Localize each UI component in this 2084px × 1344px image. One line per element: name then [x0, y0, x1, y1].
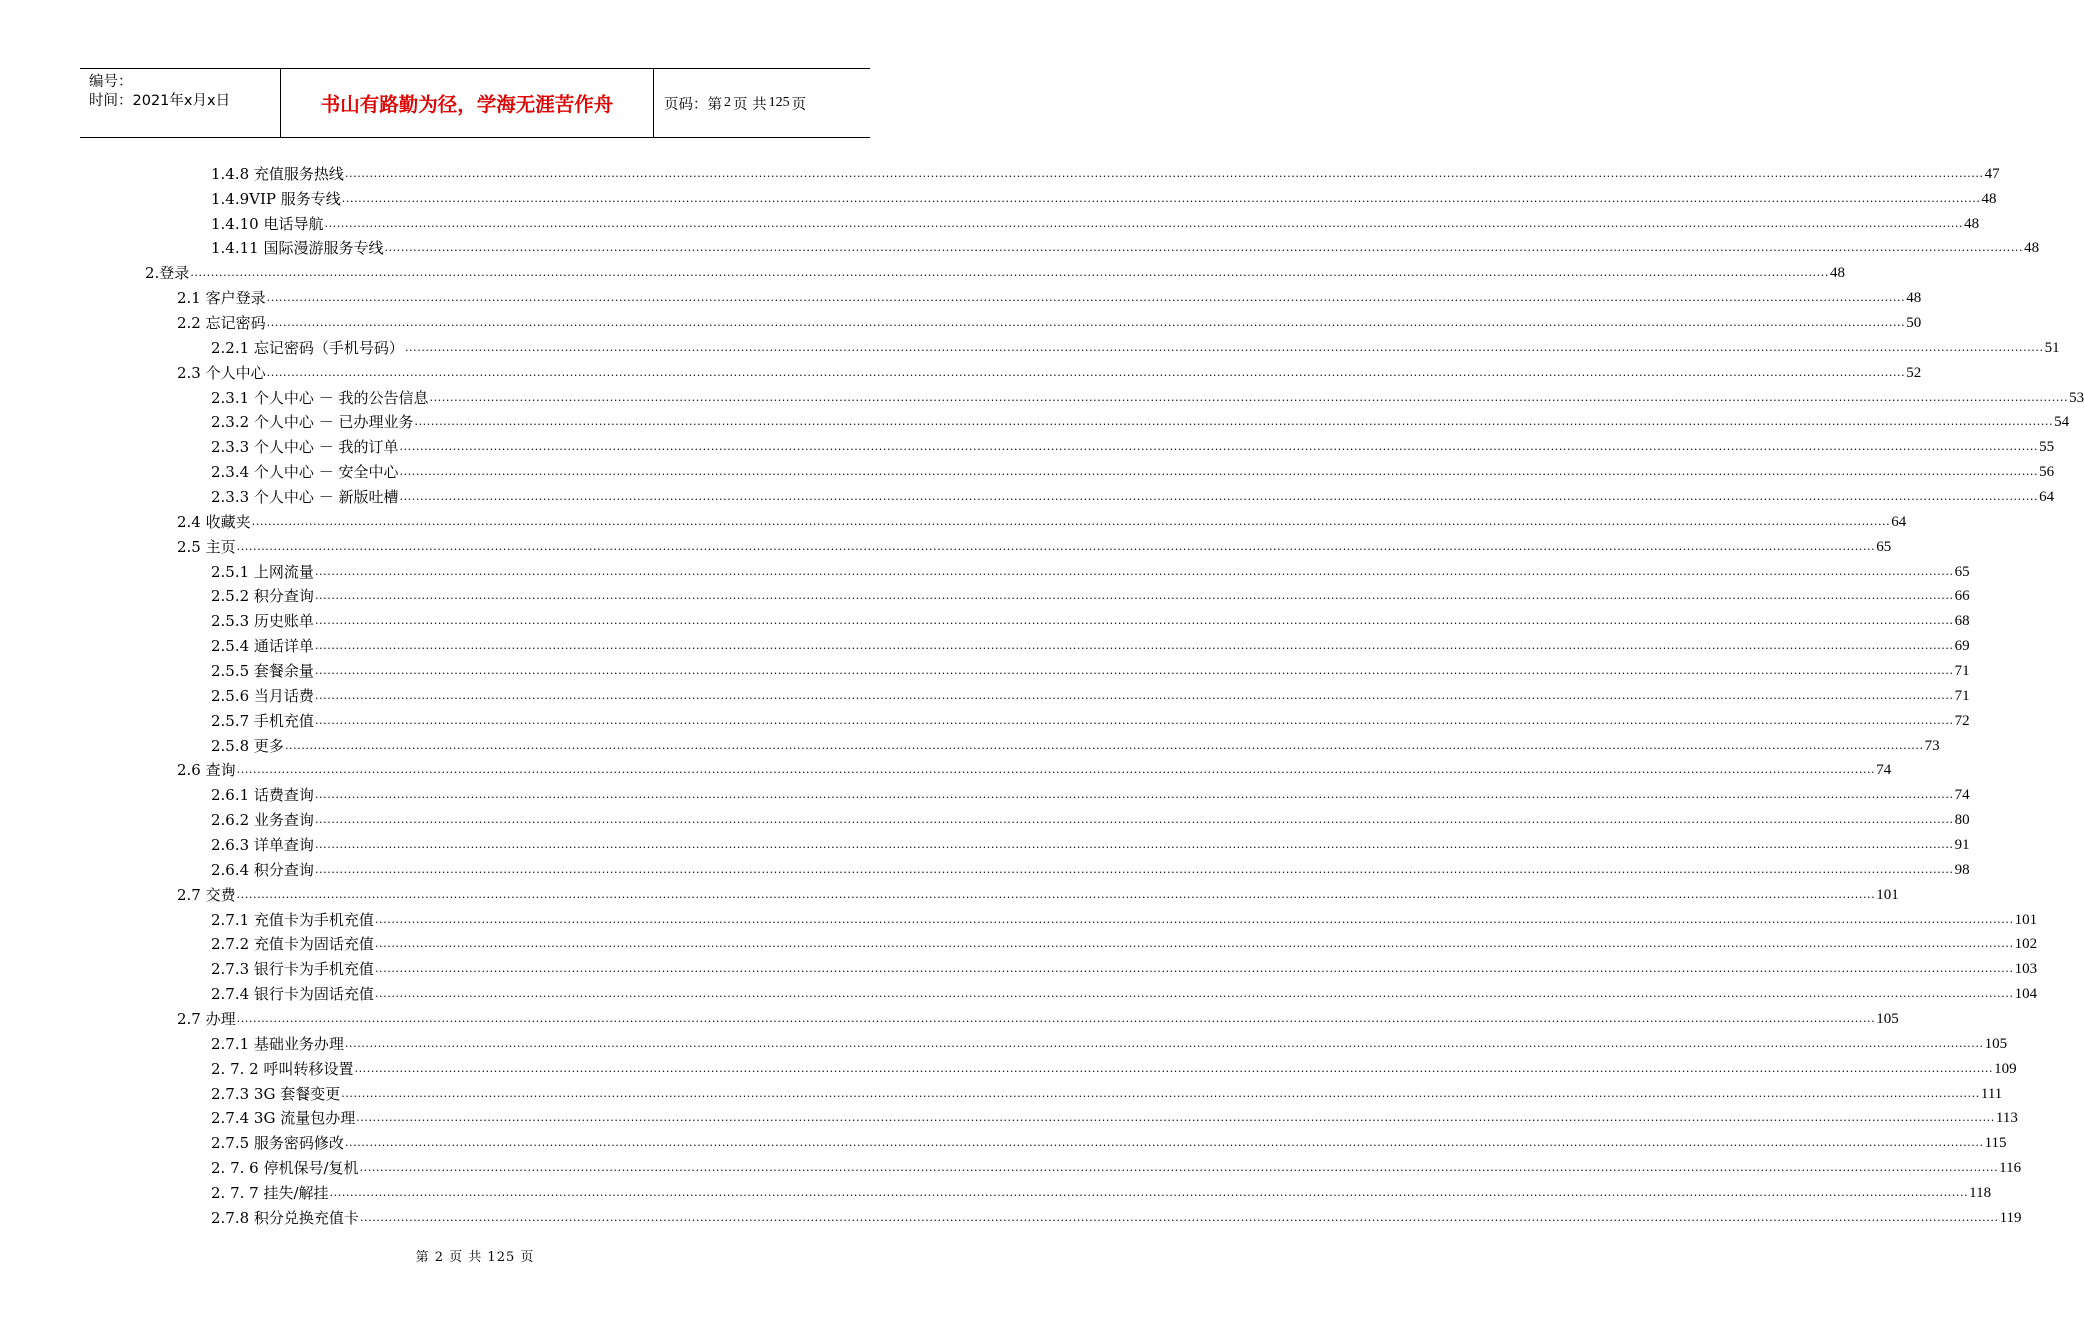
toc-entry-title: 2.7.5 服务密码修改 — [211, 1134, 344, 1153]
toc-entry-title: 2.6.3 详单查询 — [211, 836, 314, 855]
page-label-mid: 页 共 — [733, 96, 767, 113]
toc-entry-page: 80 — [1954, 812, 1970, 829]
toc-entry-page: 74 — [1954, 787, 1970, 804]
toc-entry-page: 69 — [1954, 638, 1970, 655]
toc-entry-title: 2.4 收藏夹 — [177, 512, 251, 531]
toc-leader-dots: ................................................................................................................................................................................................................................................................................................................................................................................................................ — [344, 1136, 1984, 1150]
toc-entry[interactable] — [211, 332, 2060, 357]
toc-entry[interactable] — [211, 1202, 2022, 1227]
toc-entry[interactable] — [177, 879, 1899, 904]
toc-entry-page: 113 — [1995, 1110, 2018, 1127]
doc-number-label: 编号： — [89, 74, 133, 90]
toc-entry[interactable] — [177, 506, 1907, 531]
toc-entry[interactable] — [211, 407, 2070, 432]
toc-entry-page: 48 — [1906, 290, 1922, 307]
toc-entry-title: 2.5.4 通话详单 — [211, 637, 314, 656]
page-header — [80, 68, 870, 138]
toc-entry[interactable] — [211, 829, 1970, 855]
toc-entry-page: 72 — [1954, 712, 1970, 729]
toc-leader-dots: ................................................................................................................................................................................................................................................................................................................................................................................................................ — [359, 1210, 1999, 1224]
toc-entry-page: 48 — [1981, 190, 1997, 207]
toc-entry-title: 2.7.4 3G 流量包办理 — [211, 1109, 356, 1128]
toc-entry[interactable] — [211, 854, 1970, 879]
toc-leader-dots: ................................................................................................................................................................................................................................................................................................................................................................................................................ — [359, 1161, 1999, 1175]
page-footer: 第 2 页 共 125 页 — [415, 1250, 535, 1265]
toc-leader-dots: ................................................................................................................................................................................................................................................................................................................................................................................................................ — [266, 291, 1906, 305]
toc-entry-title: 1.4.10 电话导航 — [211, 214, 324, 233]
toc-entry[interactable] — [211, 804, 1970, 830]
toc-entry[interactable] — [177, 357, 1922, 382]
toc-entry[interactable] — [177, 531, 1892, 556]
toc-leader-dots: ................................................................................................................................................................................................................................................................................................................................................................................................................ — [414, 415, 2054, 429]
toc-leader-dots: ................................................................................................................................................................................................................................................................................................................................................................................................................ — [404, 340, 2044, 354]
toc-entry-page: 65 — [1876, 538, 1892, 555]
toc-leader-dots: ................................................................................................................................................................................................................................................................................................................................................................................................................ — [374, 937, 2014, 951]
toc-leader-dots: ................................................................................................................................................................................................................................................................................................................................................................................................................ — [236, 539, 1876, 553]
toc-entry-title: 2.7.8 积分兑换充值卡 — [211, 1208, 359, 1227]
toc-entry-page: 98 — [1954, 861, 1970, 878]
toc-entry[interactable] — [211, 581, 1970, 606]
toc-leader-dots: ................................................................................................................................................................................................................................................................................................................................................................................................................ — [356, 1111, 1995, 1125]
toc-leader-dots: ................................................................................................................................................................................................................................................................................................................................................................................................................ — [314, 589, 1954, 603]
toc-leader-dots: ................................................................................................................................................................................................................................................................................................................................................................................................................ — [344, 166, 1984, 180]
toc-entry-title: 2.5 主页 — [177, 537, 236, 556]
toc-leader-dots: ................................................................................................................................................................................................................................................................................................................................................................................................................ — [344, 1036, 1984, 1050]
toc-entry-page: 111 — [1980, 1085, 2003, 1102]
toc-entry-title: 2.6.4 积分查询 — [211, 860, 314, 879]
toc-entry-page: 115 — [1984, 1135, 2007, 1152]
toc-leader-dots: ................................................................................................................................................................................................................................................................................................................................................................................................................ — [284, 738, 1924, 752]
toc-entry-page: 64 — [2039, 488, 2055, 505]
toc-entry[interactable] — [211, 1177, 1992, 1203]
toc-entry-page: 66 — [1954, 588, 1970, 605]
toc-entry[interactable] — [211, 456, 2055, 482]
toc-entry-title: 2.3 个人中心 — [177, 363, 266, 382]
toc-leader-dots: ................................................................................................................................................................................................................................................................................................................................................................................................................ — [314, 614, 1954, 628]
toc-leader-dots: ................................................................................................................................................................................................................................................................................................................................................................................................................ — [374, 987, 2014, 1001]
toc-entry-title: 2.3.3 个人中心 － 我的订单 — [211, 438, 399, 457]
toc-leader-dots: ................................................................................................................................................................................................................................................................................................................................................................................................................ — [314, 688, 1954, 702]
toc-entry[interactable] — [211, 158, 2000, 183]
toc-entry-title: 2. 7. 7 挂失/解挂 — [211, 1184, 329, 1203]
toc-entry-page: 68 — [1954, 613, 1970, 630]
toc-entry-page: 73 — [1924, 737, 1940, 754]
toc-entry-page: 74 — [1876, 762, 1892, 779]
toc-leader-dots: ................................................................................................................................................................................................................................................................................................................................................................................................................ — [399, 465, 2039, 479]
toc-leader-dots: ................................................................................................................................................................................................................................................................................................................................................................................................................ — [314, 564, 1954, 578]
toc-entry-title: 2.5.8 更多 — [211, 736, 284, 755]
toc-entry[interactable] — [211, 183, 1997, 208]
toc-entry-page: 109 — [1994, 1060, 2017, 1077]
toc-entry[interactable] — [211, 705, 1970, 730]
toc-leader-dots: ................................................................................................................................................................................................................................................................................................................................................................................................................ — [314, 838, 1954, 852]
toc-entry[interactable] — [177, 1003, 1899, 1029]
toc-entry-page: 105 — [1876, 1011, 1899, 1028]
toc-entry[interactable] — [211, 904, 2038, 929]
toc-entry-title: 2.1 客户登录 — [177, 289, 266, 308]
toc-entry[interactable] — [177, 282, 1922, 308]
toc-leader-dots: ................................................................................................................................................................................................................................................................................................................................................................................................................ — [399, 440, 2039, 454]
toc-entry-title: 2.7.1 基础业务办理 — [211, 1034, 344, 1053]
toc-entry-title: 2.7 交费 — [177, 885, 236, 904]
toc-entry-title: 2.5.1 上网流量 — [211, 562, 314, 581]
toc-entry-title: 2.3.2 个人中心 － 已办理业务 — [211, 413, 414, 432]
toc-leader-dots: ................................................................................................................................................................................................................................................................................................................................................................................................................ — [429, 390, 2069, 404]
toc-leader-dots: ................................................................................................................................................................................................................................................................................................................................................................................................................ — [236, 887, 1876, 901]
toc-leader-dots: ................................................................................................................................................................................................................................................................................................................................................................................................................ — [329, 1186, 1969, 1200]
page-total: 125 — [768, 95, 790, 110]
toc-leader-dots: ................................................................................................................................................................................................................................................................................................................................................................................................................ — [314, 713, 1954, 727]
toc-entry-page: 48 — [2024, 240, 2040, 257]
toc-leader-dots: ................................................................................................................................................................................................................................................................................................................................................................................................................ — [354, 1061, 1994, 1075]
toc-entry-page: 91 — [1954, 837, 1970, 854]
toc-leader-dots: ................................................................................................................................................................................................................................................................................................................................................................................................................ — [314, 788, 1954, 802]
toc-entry[interactable] — [211, 481, 2055, 506]
toc-entry-title: 1.4.9VIP 服务专线 — [211, 189, 341, 208]
toc-entry-page: 65 — [1954, 563, 1970, 580]
toc-entry-page: 52 — [1906, 364, 1922, 381]
toc-leader-dots: ................................................................................................................................................................................................................................................................................................................................................................................................................ — [251, 514, 1891, 528]
toc-entry[interactable] — [211, 1103, 2018, 1128]
toc-entry[interactable] — [211, 954, 2038, 979]
toc-entry[interactable] — [211, 929, 2038, 954]
toc-entry[interactable] — [211, 1053, 2017, 1078]
toc-entry-title: 1.4.8 充值服务热线 — [211, 164, 344, 183]
toc-entry-title: 2.7.3 银行卡为手机充值 — [211, 960, 374, 979]
toc-entry[interactable] — [211, 655, 1970, 680]
toc-leader-dots: ................................................................................................................................................................................................................................................................................................................................................................................................................ — [399, 489, 2039, 503]
toc-leader-dots: ................................................................................................................................................................................................................................................................................................................................................................................................................ — [374, 962, 2014, 976]
toc-entry[interactable] — [211, 208, 1980, 233]
toc-entry-page: 50 — [1906, 314, 1922, 331]
toc-entry-title: 2.5.3 历史账单 — [211, 612, 314, 631]
toc-leader-dots: ................................................................................................................................................................................................................................................................................................................................................................................................................ — [384, 241, 2024, 255]
toc-entry-page: 118 — [1969, 1185, 1992, 1202]
toc-leader-dots: ................................................................................................................................................................................................................................................................................................................................................................................................................ — [314, 663, 1954, 677]
toc-entry[interactable] — [211, 630, 1970, 656]
header-motto: 书山有路勤为径，学海无涯苦作舟 — [281, 69, 654, 137]
toc-entry-page: 53 — [2069, 389, 2084, 406]
toc-entry[interactable] — [211, 431, 2055, 457]
toc-entry-title: 2.7 办理 — [177, 1010, 236, 1029]
toc-entry-page: 55 — [2039, 439, 2055, 456]
toc-entry-page: 48 — [1964, 215, 1980, 232]
toc-entry-title: 2. 7. 6 停机保号/复机 — [211, 1159, 359, 1178]
toc-entry-page: 103 — [2014, 961, 2038, 978]
toc-entry-title: 2.2 忘记密码 — [177, 313, 266, 332]
toc-leader-dots: ................................................................................................................................................................................................................................................................................................................................................................................................................ — [314, 639, 1954, 653]
toc-entry[interactable] — [211, 605, 1970, 631]
doc-time-label: 时间：2021年x月x日 — [89, 93, 231, 109]
toc-entry-title: 2.7.4 银行卡为固话充值 — [211, 985, 374, 1004]
toc-leader-dots: ................................................................................................................................................................................................................................................................................................................................................................................................................ — [314, 813, 1954, 827]
toc-entry[interactable] — [211, 680, 1970, 705]
toc-entry-page: 101 — [1876, 886, 1899, 903]
header-meta — [80, 69, 281, 137]
toc-entry-title: 2.6.1 话费查询 — [211, 786, 314, 805]
toc-leader-dots: ................................................................................................................................................................................................................................................................................................................................................................................................................ — [236, 1012, 1876, 1026]
page-label-suffix: 页 — [791, 96, 807, 113]
toc-entry-page: 101 — [2014, 911, 2038, 928]
toc-leader-dots: ................................................................................................................................................................................................................................................................................................................................................................................................................ — [374, 912, 2014, 926]
toc-entry[interactable] — [211, 780, 1970, 805]
toc-entry-title: 2.5.7 手机充值 — [211, 711, 314, 730]
toc-leader-dots: ................................................................................................................................................................................................................................................................................................................................................................................................................ — [341, 1086, 1980, 1100]
toc-entry-title: 2.7.2 充值卡为固话充值 — [211, 935, 374, 954]
toc-entry-page: 105 — [1984, 1035, 2008, 1052]
toc-entry[interactable] — [211, 382, 2084, 407]
toc-leader-dots: ................................................................................................................................................................................................................................................................................................................................................................................................................ — [236, 763, 1876, 777]
toc-entry-title: 2. 7. 2 呼叫转移设置 — [211, 1059, 354, 1078]
page-current: 2 — [724, 95, 731, 110]
toc-leader-dots: ................................................................................................................................................................................................................................................................................................................................................................................................................ — [190, 266, 1829, 280]
toc-entry[interactable] — [211, 730, 1940, 755]
toc-entry[interactable] — [211, 233, 2040, 258]
toc-entry[interactable] — [211, 978, 2038, 1004]
toc-entry-page: 64 — [1891, 513, 1907, 530]
toc-entry-title: 2.3.1 个人中心 － 我的公告信息 — [211, 388, 429, 407]
toc-entry-title: 2.5.6 当月话费 — [211, 686, 314, 705]
toc-entry-title: 2.2.1 忘记密码（手机号码） — [211, 338, 404, 357]
toc-leader-dots: ................................................................................................................................................................................................................................................................................................................................................................................................................ — [266, 315, 1906, 329]
page-label-prefix: 页码：第 — [664, 96, 722, 113]
toc-entry[interactable] — [177, 307, 1922, 332]
toc-entry-page: 104 — [2014, 986, 2038, 1003]
toc-leader-dots: ................................................................................................................................................................................................................................................................................................................................................................................................................ — [324, 216, 1964, 230]
toc-leader-dots: ................................................................................................................................................................................................................................................................................................................................................................................................................ — [266, 365, 1906, 379]
toc-entry[interactable] — [211, 556, 1970, 581]
toc-entry-page: 102 — [2014, 936, 2038, 953]
toc-entry-title: 2.6 查询 — [177, 761, 236, 780]
toc-entry-page: 51 — [2044, 339, 2060, 356]
toc-entry-title: 1.4.11 国际漫游服务专线 — [211, 239, 384, 258]
toc-entry[interactable] — [145, 257, 1845, 283]
toc-entry-page: 54 — [2054, 414, 2070, 431]
header-page-info — [654, 69, 870, 137]
toc-entry-page: 71 — [1954, 662, 1970, 679]
toc-entry-page: 116 — [1999, 1160, 2022, 1177]
toc-entry-page: 119 — [1999, 1209, 2022, 1226]
toc-entry-page: 47 — [1984, 165, 2000, 182]
toc-entry[interactable] — [211, 1128, 2007, 1153]
toc-entry-title: 2.5.5 套餐余量 — [211, 661, 314, 680]
toc-entry-page: 71 — [1954, 687, 1970, 704]
toc-entry-title: 2.3.4 个人中心 － 安全中心 — [211, 463, 399, 482]
toc-leader-dots: ................................................................................................................................................................................................................................................................................................................................................................................................................ — [314, 862, 1954, 876]
toc-entry-title: 2.7.1 充值卡为手机充值 — [211, 910, 374, 929]
toc-entry-title: 2.3.3 个人中心 － 新版吐槽 — [211, 487, 399, 506]
toc-entry-title: 2.7.3 3G 套餐变更 — [211, 1084, 341, 1103]
toc-entry[interactable] — [211, 1078, 2003, 1103]
toc-entry[interactable] — [177, 755, 1892, 780]
toc-leader-dots: ................................................................................................................................................................................................................................................................................................................................................................................................................ — [341, 191, 1981, 205]
toc-entry-title: 2.5.2 积分查询 — [211, 587, 314, 606]
toc-entry-page: 48 — [1829, 265, 1845, 282]
toc-entry-page: 56 — [2039, 464, 2055, 481]
toc-entry-title: 2.登录 — [145, 264, 190, 283]
toc-entry-title: 2.6.2 业务查询 — [211, 811, 314, 830]
toc-entry[interactable] — [211, 1152, 2022, 1178]
toc-entry[interactable] — [211, 1028, 2008, 1053]
